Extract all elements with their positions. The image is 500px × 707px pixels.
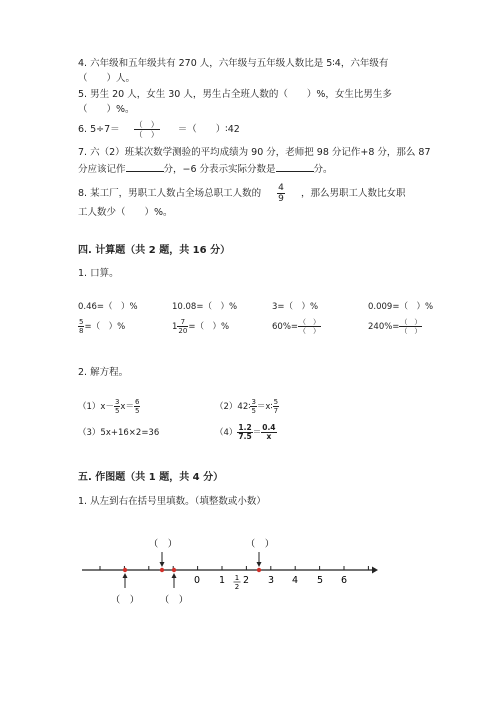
calc-2-3-pre: 60%= (272, 322, 299, 332)
calc-2-1-rest: =（ ）% (84, 322, 126, 332)
eq2-num1: 3 (251, 398, 256, 406)
eq1-mid: x＝ (120, 402, 134, 412)
eq4-pre: （4） (215, 428, 238, 438)
calc-2-1-den: 8 (79, 327, 84, 335)
q6 (78, 120, 240, 139)
eq4-den2: x (266, 432, 272, 441)
q8-frac-num: 4 (278, 183, 284, 193)
q8-frac-den: 9 (278, 194, 284, 204)
tick-label-1: 1 (218, 575, 226, 586)
q7-text-b: 分，−6 分表示实际分数是 (163, 164, 276, 175)
eq2-num2: 5 (273, 398, 279, 406)
equation-2 (215, 398, 279, 415)
eq2-mid: ＝x∶ (256, 402, 273, 412)
point-b (160, 568, 164, 572)
calc-2-4-num: （ ） (400, 318, 422, 326)
q6-fraction (134, 120, 160, 139)
half-label-den: 2 (234, 583, 240, 591)
calc-2-2-num: 7 (177, 318, 188, 327)
arrow-head-up-c-icon (172, 573, 177, 578)
number-line (0, 530, 500, 620)
tick-label-4: 4 (291, 575, 299, 586)
q8-line1 (78, 183, 405, 204)
q6-frac-den: （ ） (134, 130, 159, 139)
eq4-den1: 7.5 (238, 432, 252, 441)
q8-line2: 工人数少（ ）%。 (78, 207, 173, 218)
answer-blank-lower-1[interactable]: （ ） (110, 595, 140, 606)
calc-2-4-pre: 240%= (368, 322, 400, 332)
eq1-den2: 5 (134, 407, 140, 415)
q7-text-a: 分应该记作 (78, 164, 126, 175)
equation-4 (215, 424, 277, 441)
arrow-head-down-b-icon (160, 562, 165, 567)
calc-2-2-whole: 1 (172, 322, 178, 332)
section5-title: 五. 作图题（共 1 题，共 4 分） (78, 472, 224, 483)
q7-line2 (78, 162, 333, 176)
point-c (172, 568, 176, 572)
section4-sub1: 1. 口算。 (78, 268, 119, 279)
half-label-num: 1 (234, 574, 240, 582)
q7-text-c: 分。 (313, 164, 333, 175)
calc-2-2-den: 20 (178, 327, 188, 335)
answer-blank-upper-1[interactable]: （ ） (148, 539, 178, 550)
q7-blank-2[interactable] (276, 162, 314, 172)
eq2-pre: （2）42∶ (215, 402, 251, 412)
eq4-mid: ＝ (252, 428, 262, 438)
section4-sub2: 2. 解方程。 (78, 367, 129, 378)
q6-frac-num: （ ） (134, 120, 159, 129)
arrow-head-up-a-icon (123, 573, 128, 578)
q8-text-b: ，那么男职工人数比女职 (300, 188, 406, 199)
calc-1-1: 0.46=（ ）% (78, 302, 138, 312)
calc-1-4: 0.009=（ ）% (368, 302, 434, 312)
q4-line2: （ ）人。 (78, 73, 136, 84)
tick-label-6: 6 (340, 575, 348, 586)
tick-label-3: 3 (267, 575, 275, 586)
answer-blank-lower-2[interactable]: （ ） (159, 595, 189, 606)
q8-fraction (277, 183, 285, 204)
equation-1 (78, 398, 140, 415)
tick-label-5: 5 (316, 575, 324, 586)
calc-2-4 (368, 318, 422, 335)
calc-2-3-num: （ ） (299, 318, 321, 326)
eq1-den1: 5 (114, 407, 120, 415)
eq1-num2: 6 (134, 398, 140, 406)
q4-line1: 4. 六年级和五年级共有 270 人，六年级与五年级人数比是 5∶4，六年级有 (78, 58, 389, 69)
equation-3: （3）5x+16×2=36 (78, 428, 160, 438)
arrow-head-down-d-icon (257, 562, 262, 567)
calc-1-3: 3=（ ）% (272, 302, 319, 312)
calc-2-3-den: （ ） (299, 327, 321, 335)
answer-blank-upper-2[interactable]: （ ） (245, 539, 275, 550)
eq1-num1: 3 (114, 398, 120, 406)
calc-2-1-num: 5 (79, 318, 84, 326)
eq4-num1: 1.2 (238, 423, 252, 432)
calc-1-2: 10.08=（ ）% (172, 302, 238, 312)
q6-prefix: 6. 5÷7＝ (78, 124, 120, 135)
eq1-pre: （1）x－ (78, 402, 114, 412)
q7-line1: 7. 六（2）班某次数学测验的平均成绩为 90 分，老师把 98 分记作+8 分，那么 87 (78, 147, 431, 158)
calc-2-2-rest: =（ ）% (188, 322, 230, 332)
calc-2-3 (272, 318, 321, 335)
eq2-den2: 7 (273, 407, 279, 415)
eq2-den1: 5 (251, 407, 256, 415)
axis-arrow-icon (372, 567, 378, 574)
tick-label-2: 2 (242, 575, 250, 586)
eq4-num2: 0.4 (262, 423, 276, 432)
calc-2-2 (172, 318, 229, 335)
tick-label-0: 0 (193, 575, 201, 586)
q7-blank-1[interactable] (126, 162, 164, 172)
calc-2-4-den: （ ） (400, 327, 422, 335)
section5-sub1: 1. 从左到右在括号里填数。（填整数或小数） (78, 496, 266, 507)
point-a (123, 568, 127, 572)
q6-rest: ＝（ ）∶42 (177, 124, 240, 135)
calc-2-1 (78, 318, 125, 335)
q8-text-a: 8. 某工厂，男职工人数占全场总职工人数的 (78, 188, 262, 199)
section4-title: 四. 计算题（共 2 题，共 16 分） (78, 245, 231, 256)
q5-line1: 5. 男生 20 人，女生 30 人，男生占全班人数的（ ）%，女生比男生多 (78, 89, 392, 100)
point-d (257, 568, 261, 572)
q5-line2: （ ）%。 (78, 104, 135, 115)
